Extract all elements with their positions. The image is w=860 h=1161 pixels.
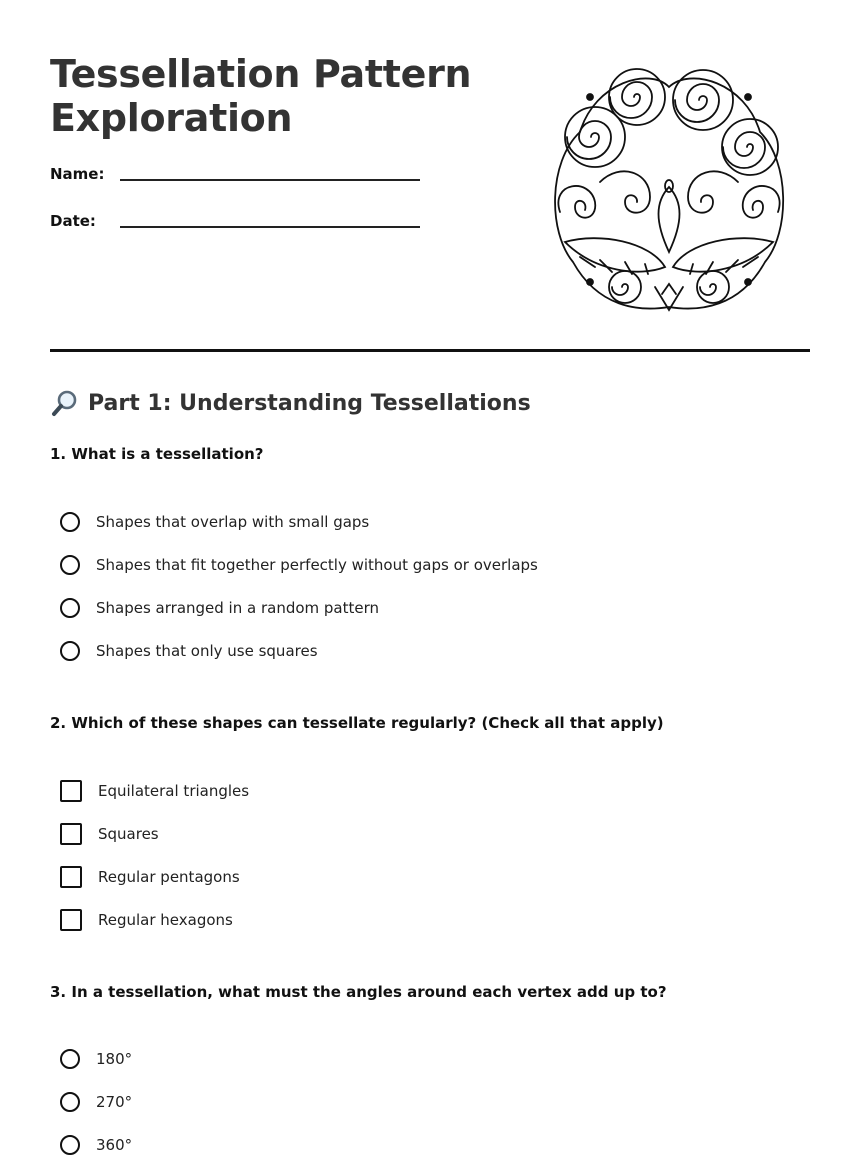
radio-button[interactable] [60, 1135, 80, 1155]
q3-option-1[interactable] [60, 1046, 132, 1072]
name-input-line[interactable] [120, 179, 420, 181]
q2-option-1[interactable] [60, 778, 249, 804]
option-label: Shapes that overlap with small gaps [96, 513, 370, 531]
q1-option-4[interactable] [60, 638, 318, 664]
radio-button[interactable] [60, 1049, 80, 1069]
option-label: Shapes arranged in a random pattern [96, 599, 380, 617]
option-label: Regular pentagons [98, 868, 240, 886]
radio-button[interactable] [60, 555, 80, 575]
option-label: 270° [96, 1093, 133, 1111]
question-1: 1. What is a tessellation? [50, 445, 264, 463]
radio-button[interactable] [60, 512, 80, 532]
checkbox[interactable] [60, 909, 82, 931]
radio-button[interactable] [60, 1092, 80, 1112]
checkbox[interactable] [60, 780, 82, 802]
date-field [50, 212, 430, 236]
q2-option-2[interactable] [60, 821, 159, 847]
radio-button[interactable] [60, 598, 80, 618]
question-2: 2. Which of these shapes can tessellate regularly? (Check all that apply) [50, 714, 664, 732]
q1-option-2[interactable] [60, 552, 538, 578]
swirl-ornament-icon [540, 62, 798, 320]
checkbox[interactable] [60, 823, 82, 845]
q3-option-2[interactable] [60, 1089, 132, 1115]
option-label: Regular hexagons [98, 911, 233, 929]
q3-option-3[interactable] [60, 1132, 132, 1158]
section-title [50, 388, 531, 418]
magnifying-glass-icon [50, 388, 80, 418]
option-label: Equilateral triangles [98, 782, 250, 800]
option-label: Shapes that only use squares [96, 642, 318, 660]
header-divider [50, 349, 810, 352]
date-label: Date: [50, 212, 96, 230]
option-label: 180° [96, 1050, 133, 1068]
option-label: Shapes that fit together perfectly without gaps or overlaps [96, 556, 538, 574]
section-title-text: Part 1: Understanding Tessellations [88, 390, 531, 416]
question-3: 3. In a tessellation, what must the angles around each vertex add up to? [50, 983, 667, 1001]
page-title: Tessellation Pattern Exploration [50, 52, 472, 140]
name-field [50, 165, 430, 189]
radio-button[interactable] [60, 641, 80, 661]
q1-option-1[interactable] [60, 509, 369, 535]
option-label: Squares [98, 825, 159, 843]
option-label: 360° [96, 1136, 133, 1154]
q2-option-4[interactable] [60, 907, 233, 933]
checkbox[interactable] [60, 866, 82, 888]
name-label: Name: [50, 165, 105, 183]
q2-option-3[interactable] [60, 864, 240, 890]
date-input-line[interactable] [120, 226, 420, 228]
q1-option-3[interactable] [60, 595, 379, 621]
